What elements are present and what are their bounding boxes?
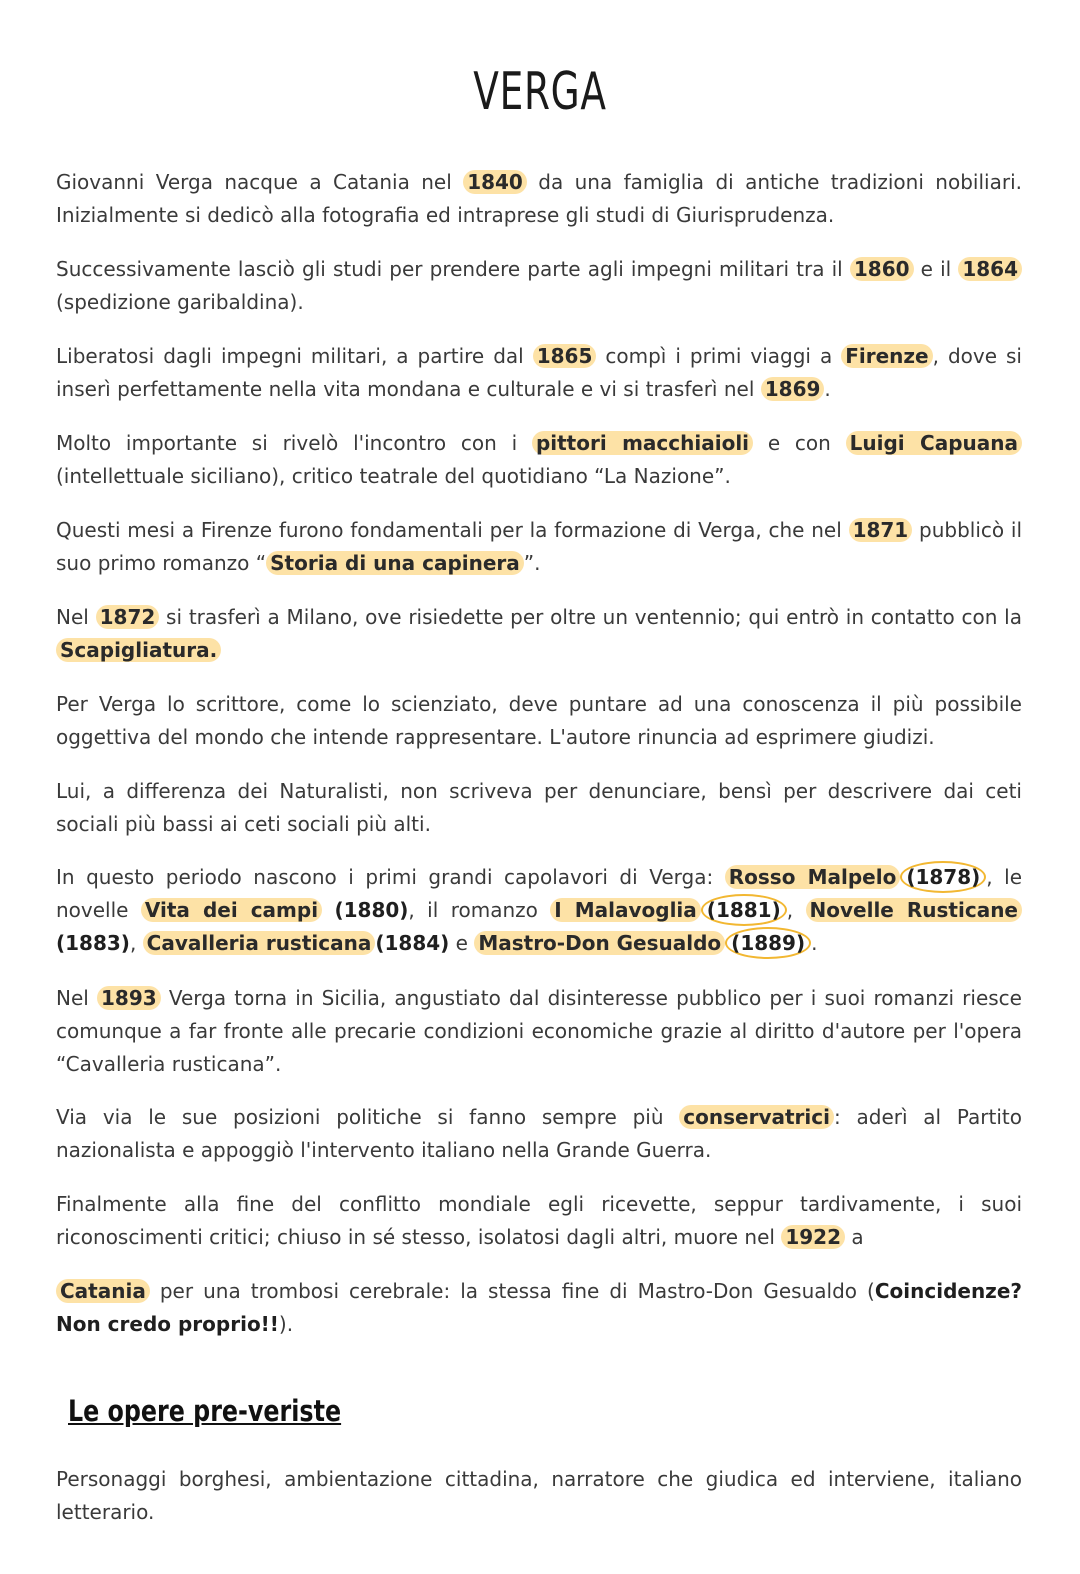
text: da una famiglia di antiche tradizioni nobiliari. Inizialmente si dedicò alla fotografia ed intraprese gli studi di Giurisprudenza.	[56, 170, 1022, 227]
highlight-year: 1840	[463, 170, 527, 194]
bold-year: (1880)	[334, 898, 409, 922]
text: Questi mesi a Firenze furono fondamentali per la formazione di Verga, che nel	[56, 518, 849, 542]
paragraph-masterpieces	[56, 861, 1022, 960]
highlight-term: pittori macchiaioli	[532, 431, 753, 455]
text: Verga torna in Sicilia, angustiato dal disinteresse pubblico per i suoi romanzi riesce comunque a far fronte alle precarie condizioni economiche grazie al diritto d'autore per l'opera “Cavalleria rusticana”.	[56, 986, 1022, 1076]
highlight-title: Novelle Rusticane	[806, 898, 1022, 922]
bold-year: (1884)	[375, 931, 450, 955]
text: , le novelle	[56, 865, 1023, 922]
text: (intellettuale siciliano), critico teatrale del quotidiano “La Nazione”.	[56, 464, 731, 488]
text: Nel	[56, 605, 96, 629]
text: ).	[278, 1312, 294, 1336]
highlight-year: 1864	[958, 257, 1022, 281]
highlight-title: Rosso Malpelo	[725, 865, 901, 889]
paragraph-objectivity	[56, 688, 1022, 754]
highlight-name: Luigi Capuana	[846, 431, 1022, 455]
text: Finalmente alla fine del conflitto mondiale egli ricevette, seppur tardivamente, i suoi riconoscimenti critici; chiuso in sé stesso, isolatosi dagli altri, muore nel	[56, 1192, 1022, 1249]
text: .	[824, 377, 831, 401]
text: Via via le sue posizioni politiche si fanno sempre più	[56, 1105, 680, 1129]
paragraph-death	[56, 1188, 1022, 1254]
text: ,	[786, 898, 806, 922]
text: .	[811, 931, 818, 955]
text: In questo periodo nascono i primi grandi capolavori di Verga:	[56, 865, 725, 889]
text: : aderì al Partito nazionalista e appoggiò l'intervento italiano nella Grande Guerra.	[56, 1105, 1022, 1162]
highlight-title: Cavalleria rusticana	[143, 931, 376, 955]
paragraph-florence	[56, 340, 1022, 406]
highlight-title: I Malavoglia	[550, 898, 701, 922]
text: ,	[129, 931, 143, 955]
highlight-term: Scapigliatura.	[56, 638, 221, 662]
text: e con	[753, 431, 846, 455]
text: ”.	[523, 551, 541, 575]
paragraph-capuana	[56, 427, 1022, 493]
paragraph-death-cause	[56, 1275, 1022, 1341]
highlight-year: 1872	[96, 605, 160, 629]
text: compì i primi viaggi a	[596, 344, 842, 368]
text: pubblicò il suo primo romanzo “	[56, 518, 1022, 575]
highlight-year: 1922	[781, 1225, 845, 1249]
paragraph-politics	[56, 1101, 1022, 1167]
text: Giovanni Verga nacque a Catania nel	[56, 170, 464, 194]
circled-year: (1881)	[701, 894, 787, 926]
highlight-place: Firenze	[841, 344, 932, 368]
paragraph-sicily-return	[56, 982, 1022, 1081]
highlight-title: Mastro-Don Gesualdo	[474, 931, 725, 955]
text: Nel	[56, 986, 97, 1010]
text: Successivamente lasciò gli studi per prendere parte agli impegni militari tra il	[56, 257, 850, 281]
paragraph-milan	[56, 601, 1022, 667]
highlight-title: Storia di una capinera	[266, 551, 524, 575]
text: Lui, a differenza dei Naturalisti, non scriveva per denunciare, bensì per descrivere dai ceti sociali più bassi ai ceti sociali più alti.	[56, 779, 1022, 836]
highlight-year: 1860	[850, 257, 914, 281]
highlight-year: 1869	[761, 377, 825, 401]
text: , dove si inserì perfettamente nella vita mondana e culturale e vi si trasferì nel	[56, 344, 1022, 401]
text: (spedizione garibaldina).	[56, 290, 304, 314]
text: Personaggi borghesi, ambientazione cittadina, narratore che giudica ed interviene, italiano letterario.	[56, 1467, 1022, 1524]
paragraph-pre-verist	[56, 1463, 1022, 1529]
text: Liberatosi dagli impegni militari, a partire dal	[56, 344, 533, 368]
text: e	[449, 931, 475, 955]
highlight-year: 1893	[97, 986, 161, 1010]
text: e il	[913, 257, 959, 281]
text: si trasferì a Milano, ove risiedette per oltre un ventennio; qui entrò in contatto con la	[159, 605, 1022, 629]
paragraph-naturalists	[56, 775, 1022, 841]
text: , il romanzo	[408, 898, 551, 922]
paragraph-birth	[56, 166, 1022, 232]
text: Per Verga lo scrittore, come lo scienziato, deve puntare ad una conoscenza il più possibile oggettiva del mondo che intende rappresentare. L'autore rinuncia ad esprimere giudizi.	[56, 692, 1022, 749]
highlight-year: 1865	[533, 344, 597, 368]
page-title: VERGA	[473, 62, 607, 122]
highlight-place: Catania	[56, 1279, 150, 1303]
highlight-term: conservatrici	[679, 1105, 834, 1129]
highlight-title: Vita dei campi	[141, 898, 322, 922]
bold-year: (1883)	[56, 931, 130, 955]
circled-year: (1889)	[725, 927, 811, 959]
bold-text: Coincidenze? Non credo proprio!!	[56, 1279, 1022, 1336]
circled-year: (1878)	[900, 861, 986, 893]
text: a	[845, 1225, 864, 1249]
text: per una trombosi cerebrale: la stessa fine di Mastro-Don Gesualdo (	[149, 1279, 875, 1303]
section-heading: Le opere pre-veriste	[68, 1394, 342, 1428]
paragraph-military	[56, 253, 1022, 319]
highlight-year: 1871	[849, 518, 913, 542]
text: Molto importante si rivelò l'incontro con i	[56, 431, 532, 455]
paragraph-first-novel	[56, 514, 1022, 580]
